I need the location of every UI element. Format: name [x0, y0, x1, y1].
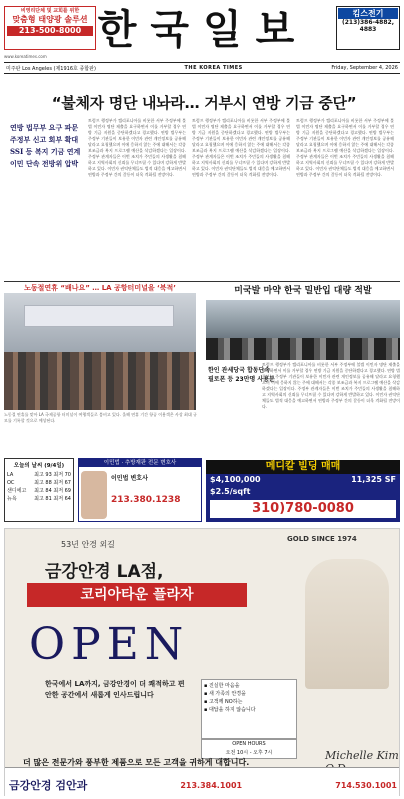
medi-ad-phone: 310)780-0080 [210, 500, 396, 518]
weather-row [7, 471, 71, 479]
list-item: ▪ 고객께 NO하는 [204, 699, 243, 705]
optical-ad-hours [201, 739, 297, 759]
airport-photo [4, 293, 196, 410]
article-column: 트럼프 행정부가 캘리포니아를 비롯한 서부 주정부에 불법 이민자 명단 제출을 요구하면서 이를 거부할 경우 연방 기금 지원을 중단하겠다고 경고했다. 연방 법무부는 주정부 기관들이 보유한 이민자 관련 개인정보를 공유해 달라고 요청했으며 이에 응하지 않는 주에 대해서는 각종 보조금과 복지 프로그램 예산을 삭감하겠다는 입장이다. 주정부 관계자들은 이번 조치가 주민들의 사생활을 침해하고 지역사회의 신뢰를 무너뜨릴 수 있다며 강하게 반발하고 있다. 이민자 권익단체들도 법적 대응을 예고하면서 연방과 주정부 간의 갈등이 더욱 격화될 전망이다. [88, 118, 186, 177]
optical-ad-list [201, 679, 297, 739]
temp: 최고 81 최저 64 [34, 496, 71, 502]
photo-caption: 노동절 연휴를 맞아 LA 국제공항 터미널이 여행객들로 붐비고 있다. 올해 연휴 기간 항공 이용객은 사상 최대 규모를 기록할 것으로 예상된다. [4, 412, 197, 423]
electric-ad[interactable] [336, 6, 400, 50]
side-head: 이민 단속 전방위 압박 [10, 159, 79, 168]
list-item: ▪ 진실한 마음을 [204, 683, 240, 689]
main-article [10, 118, 394, 274]
lawyer-ad[interactable] [78, 458, 202, 522]
optical-ad-slogan: 더 많은 전문가와 풍부한 제품으로 모든 고객을 귀하게 대합니다. [23, 758, 250, 767]
doctor-photo [305, 559, 389, 689]
list-item: ▪ 새 가족의 안경을 [204, 691, 246, 697]
temp: 최고 88 최저 67 [34, 480, 71, 486]
medi-ad-rate-row [206, 486, 400, 498]
masthead: 한국일보 [97, 6, 309, 53]
city: LA [7, 472, 14, 478]
optical-ad-open: OPEN [29, 619, 190, 670]
drug-headline[interactable]: 미국발 마약 한국 밀반입 대량 적발 [234, 286, 372, 296]
medi-ad-title: 메디칼 빌딩 매매 [206, 460, 400, 474]
lawyer-photo [81, 471, 107, 519]
side-head: 주정부 신고 회부 확대 [10, 135, 79, 144]
optical-ad-heading: 금강안경 LA점, [45, 562, 164, 582]
section-divider [4, 281, 400, 282]
drug-subhead: 필로폰 등 23만명 사용분 [208, 376, 275, 383]
side-head: SSI 등 복지 기금 연계 [10, 147, 81, 156]
list-item: ▪ 대답을 하지 않습니다 [204, 707, 256, 713]
article-column: 트럼프 행정부가 캘리포니아를 비롯한 서부 주정부에 불법 이민자 명단 제출을 요구하면서 이를 거부할 경우 연방 기금 지원을 중단하겠다고 경고했다. 연방 법무부는 주정부 기관들이 보유한 이민자 관련 개인정보를 공유해 달라고 요청했으며 이에 응하지 않는 주에 대해서는 각종 보조금과 복지 프로그램 예산을 삭감하겠다는 입장이다. 주정부 관계자들은 이번 조치가 주민들의 사생활을 침해하고 지역사회의 신뢰를 무너뜨릴 수 있다며 강하게 반발하고 있다. 이민자 권익단체들도 법적 대응을 예고하면서 연방과 주정부 간의 갈등이 더욱 격화될 전망이다. [296, 118, 394, 177]
optical-ad-footer [9, 775, 397, 795]
site-url: www.koreatimes.com [4, 54, 47, 59]
solar-ad-line2: 맞춤형 태양광 솔루션 [12, 15, 88, 24]
article-column: 트럼프 행정부가 캘리포니아를 비롯한 서부 주정부에 불법 이민자 명단 제출을 요구하면서 이를 거부할 경우 연방 기금 지원을 중단하겠다고 경고했다. 연방 법무부는 주정부 기관들이 보유한 이민자 관련 개인정보를 공유해 달라고 요청했으며 이에 응하지 않는 주에 대해서는 각종 보조금과 복지 프로그램 예산을 삭감하겠다는 입장이다. 주정부 관계자들은 이번 조치가 주민들의 사생활을 침해하고 지역사회의 신뢰를 무너뜨릴 수 있다며 강하게 반발하고 있다. 이민자 권익단체들도 법적 대응을 예고하면서 연방과 주정부 간의 갈등이 더욱 격화될 전망이다. [192, 118, 290, 177]
solar-ad-line1: 비영리단체 및 교회를 위한 [20, 8, 80, 14]
lawyer-phone: 213.380.1238 [111, 495, 181, 505]
weather-row [7, 479, 71, 487]
phone-la[interactable]: 213.384.1001 [180, 780, 243, 790]
weather-box [4, 458, 74, 522]
lawyer-ad-title: 이민법 · 추방재판 전문 변호사 [79, 459, 201, 467]
drug-subhead: 한인 관세당국 합동단속 [208, 367, 271, 374]
solar-ad[interactable] [4, 6, 96, 50]
city: 샌디에고 [7, 488, 27, 494]
sqft: 11,325 SF [351, 475, 396, 484]
crowd [4, 352, 196, 410]
optical-ad-body: 한국에서 LA까지, 금강안경이 더 쾌적하고 편안한 공간에서 새롭게 인사드립니다 [45, 680, 185, 699]
weather-row [7, 487, 71, 495]
hours-value: 오전 10시 - 오후 7시 [225, 750, 273, 756]
temp: 최고 84 최저 69 [34, 488, 71, 494]
solar-ad-phone: 213-500-8000 [7, 26, 93, 36]
customs-photo [206, 300, 400, 360]
medi-ad-price-row [206, 474, 400, 486]
english-title: THE KOREA TIMES [184, 65, 243, 71]
optical-ad-since: GOLD SINCE 1974 [287, 535, 357, 543]
city: OC [7, 480, 15, 486]
drug-article-text: 트럼프 행정부가 캘리포니아를 비롯한 서부 주정부에 불법 이민자 명단 제출을 요구하면서 이를 거부할 경우 연방 기금 지원을 중단하겠다고 경고했다. 연방 법무부는 주정부 기관들이 보유한 이민자 관련 개인정보를 공유해 달라고 요청했으며 이에 응하지 않는 주에 대해서는 각종 보조금과 복지 프로그램 예산을 삭감하겠다는 입장이다. 주정부 관계자들은 이번 조치가 주민들의 사생활을 침해하고 지역사회의 신뢰를 무너뜨릴 수 있다며 강하게 반발하고 있다. 이민자 권익단체들도 법적 대응을 예고하면서 연방과 주정부 간의 갈등이 더욱 격화될 전망이다. [262, 362, 400, 409]
price: $4,100,000 [210, 475, 261, 484]
electric-ad-title: 킴스전기 [338, 8, 398, 19]
dateline-bar [4, 62, 400, 74]
main-headline[interactable]: “불체자 명단 내놔라… 거부시 연방 기금 중단” [51, 94, 357, 112]
weather-row [7, 495, 71, 503]
city: 뉴욕 [7, 496, 17, 502]
seized-items [206, 338, 400, 360]
hours-title: OPEN HOURS [232, 741, 266, 747]
optical-ad-location: 코리아타운 플라자 [27, 583, 247, 607]
terminal-sign [24, 305, 174, 327]
optical-ad[interactable] [4, 528, 400, 796]
medical-building-ad[interactable] [206, 460, 400, 522]
side-head: 연방 법무부 요구 파문 [10, 123, 79, 132]
doctor-signature: Michelle Kim [325, 749, 399, 762]
phone-oc[interactable]: 714.530.1001 [335, 780, 397, 790]
per-sqft: $2.5/sqft [210, 487, 251, 496]
photo-headline[interactable]: 노동절연휴 “배나요” … LA 공항터미널을 ‘북적’ [24, 284, 176, 292]
brand-name: 금강안경 검안과 [9, 779, 88, 792]
date-label: Friday, September 4, 2026 [331, 65, 398, 71]
lawyer-name: 이민법 변호사 [111, 475, 148, 482]
edition-label: 미주판 Los Angeles (제1916호 종합판) [6, 65, 96, 72]
electric-ad-phone: (213)386-4882, 4883 [341, 19, 394, 33]
temp: 최고 93 최저 70 [34, 472, 71, 478]
side-heads [10, 118, 82, 274]
optical-ad-tagline: 53년 안경 외길 [61, 540, 115, 549]
weather-title: 오늘의 날씨 (9/4일) [13, 463, 65, 469]
